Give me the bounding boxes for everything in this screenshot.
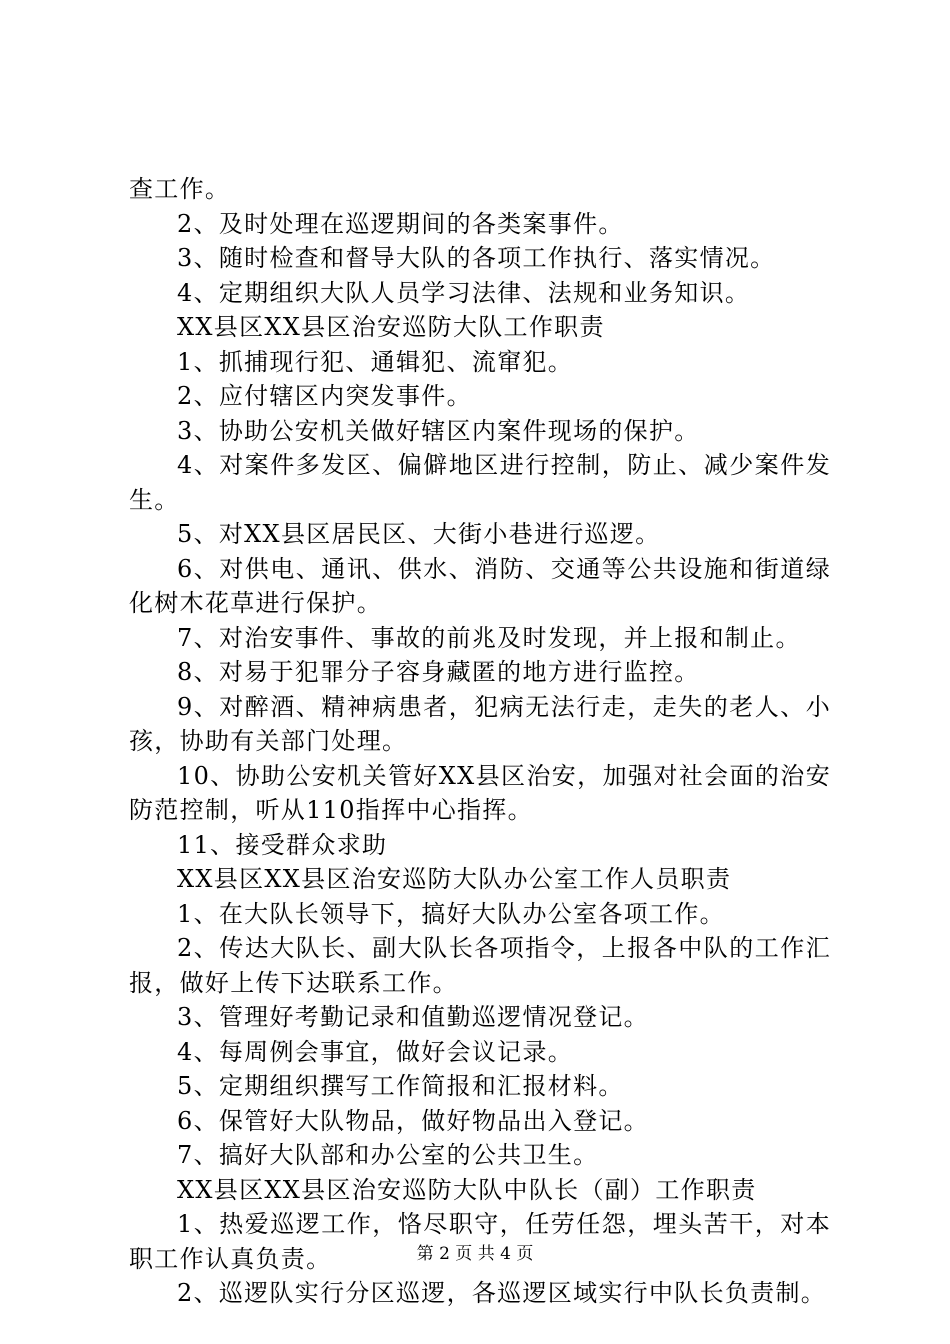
paragraph: 3、协助公安机关做好辖区内案件现场的保护。 — [177, 416, 700, 445]
paragraph: 6、保管好大队物品，做好物品出入登记。 — [177, 1106, 649, 1135]
paragraph: 9、对醉酒、精神病患者，犯病无法行走，走失的老人、小孩，协助有关部门处理。 — [129, 692, 831, 755]
paragraph: 2、应付辖区内突发事件。 — [177, 382, 472, 410]
paragraph: 5、对XX县区居民区、大街小巷进行巡逻。 — [177, 520, 661, 548]
paragraph: 1、抓捕现行犯、通辑犯、流窜犯。 — [177, 347, 574, 376]
paragraph: 7、搞好大队部和办公室的公共卫生。 — [177, 1141, 599, 1169]
paragraph: 4、定期组织大队人员学习法律、法规和业务知识。 — [177, 278, 751, 307]
page-number-label: 第 2 页 共 4 页 — [416, 1244, 534, 1264]
paragraph: 2、及时处理在巡逻期间的各类案事件。 — [177, 209, 624, 238]
document-body — [129, 172, 831, 1311]
paragraph: 1、在大队长领导下，搞好大队办公室各项工作。 — [177, 899, 725, 928]
paragraph: 7、对治安事件、事故的前兆及时发现，并上报和制止。 — [177, 623, 801, 652]
paragraph: 2、传达大队长、副大队长各项指令，上报各中队的工作汇报，做好上传下达联系工作。 — [129, 934, 831, 997]
paragraph: 2、巡逻队实行分区巡逻，各巡逻区域实行中队长负责制。 — [177, 1279, 827, 1307]
section-heading: XX县区XX县区治安巡防大队办公室工作人员职责 — [177, 865, 732, 893]
paragraph: 3、随时检查和督导大队的各项工作执行、落实情况。 — [177, 244, 776, 272]
paragraph: 5、定期组织撰写工作简报和汇报材料。 — [177, 1072, 624, 1100]
section-heading: XX县区XX县区治安巡防大队中队长（副）工作职责 — [177, 1175, 757, 1204]
paragraph: 11、接受群众求助 — [177, 830, 388, 859]
paragraph: 8、对易于犯罪分子容身藏匿的地方进行监控。 — [177, 658, 700, 686]
section-heading: XX县区XX县区治安巡防大队工作职责 — [177, 313, 605, 341]
paragraph: 3、管理好考勤记录和值勤巡逻情况登记。 — [177, 1003, 649, 1031]
page-footer — [0, 1243, 950, 1265]
paragraph: 10、协助公安机关管好XX县区治安，加强对社会面的治安防范控制，听从110指挥中心指挥。 — [129, 761, 831, 824]
paragraph: 4、每周例会事宜，做好会议记录。 — [177, 1037, 574, 1066]
paragraph: 查工作。 — [129, 175, 231, 203]
paragraph: 1、热爱巡逻工作，恪尽职守，任劳任怨，埋头苦干，对本职工作认真负责。 — [129, 1210, 831, 1273]
paragraph: 4、对案件多发区、偏僻地区进行控制，防止、减少案件发生。 — [129, 451, 831, 514]
paragraph: 6、对供电、通讯、供水、消防、交通等公共设施和街道绿化树木花草进行保护。 — [129, 554, 831, 617]
